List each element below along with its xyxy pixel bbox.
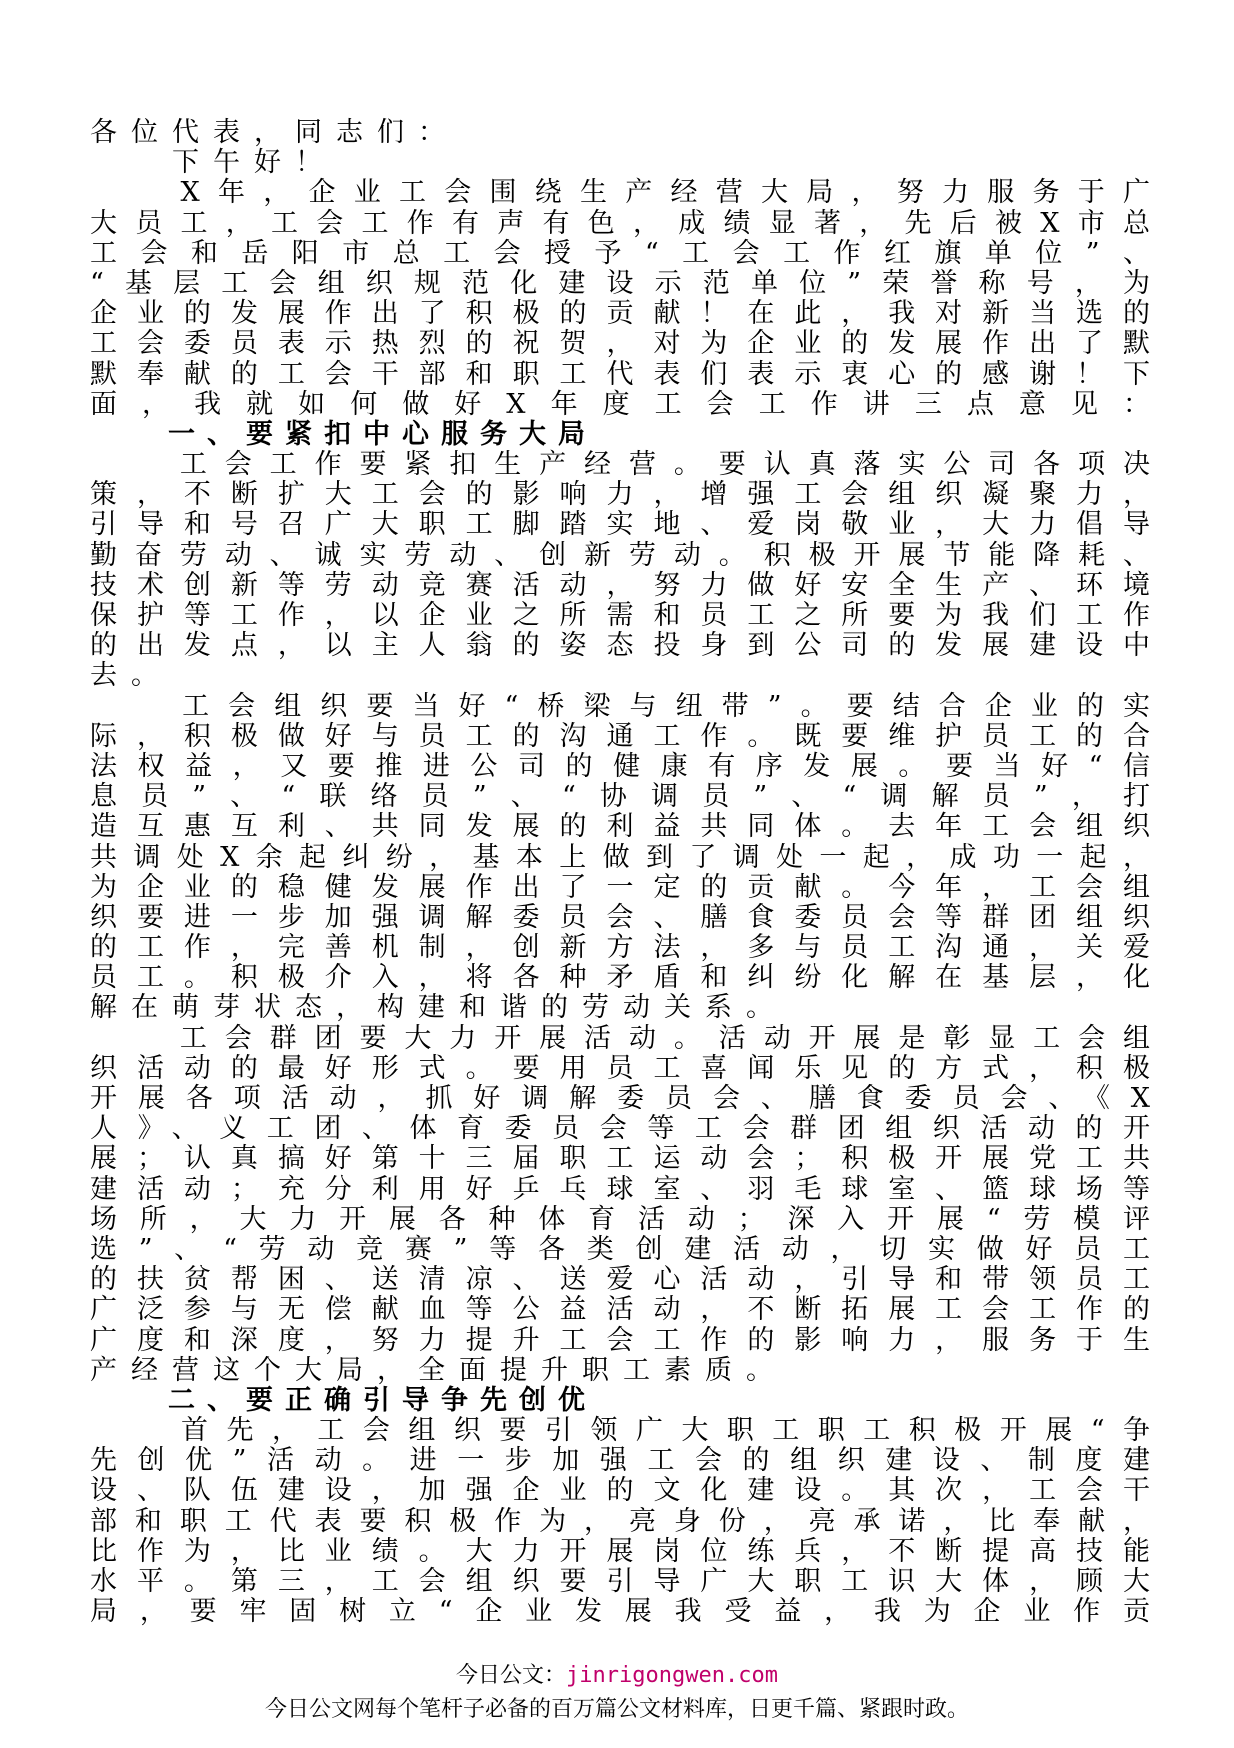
body-line: 水平。第三，工会组织要引导广大职工识大体，顾大 <box>90 1566 1150 1597</box>
body-line: 场所，大力开展各种体育活动；深入开展“劳模评 <box>90 1203 1150 1235</box>
footer-prefix: 今日公文： <box>456 1663 567 1688</box>
body-line: 引导和号召广大职工脚踏实地、爱岗敬业，大力倡导 <box>90 509 1150 541</box>
body-line: 广度和深度，努力提升工会工作的影响力，服务于生 <box>90 1324 1150 1356</box>
body-line: 造互惠互利、共同发展的利益共同体。去年工会组织 <box>90 811 1150 843</box>
body-line: 建活动；充分利用好乒乓球室、羽毛球室、篮球场等 <box>90 1173 1150 1205</box>
body-line: 工会工作要紧扣生产经营。要认真落实公司各项决 <box>90 449 1150 481</box>
body-line: 局，要牢固树立“企业发展我受益，我为企业作贡 <box>90 1596 1150 1628</box>
body-line: 织活动的最好形式。要用员工喜闻乐见的方式，积极 <box>90 1052 1150 1084</box>
document-body <box>90 118 1150 1627</box>
body-line: “基层工会组织规范化建设示范单位”荣誉称号，为 <box>90 267 1150 299</box>
body-line: 工会委员表示热烈的祝贺，对为企业的发展作出了默 <box>90 328 1150 360</box>
body-line: 开展各项活动，抓好调解委员会、膳食委员会、《X <box>90 1083 1150 1114</box>
body-line: 首先，工会组织要引领广大职工职工积极开展“争 <box>90 1415 1150 1447</box>
body-line: 设、队伍建设，加强企业的文化建设。其次，工会干 <box>90 1475 1150 1507</box>
body-line: 广泛参与无偿献血等公益活动，不断拓展工会工作的 <box>90 1294 1150 1326</box>
body-line: 先创优”活动。进一步加强工会的组织建设、制度建 <box>90 1445 1150 1477</box>
body-line: 勤奋劳动、诚实劳动、创新劳动。积极开展节能降耗、 <box>90 539 1150 571</box>
body-line: 企业的发展作出了积极的贡献！在此，我对新当选的 <box>90 298 1150 330</box>
body-line: 保护等工作，以企业之所需和员工之所要为我们工作 <box>90 600 1150 631</box>
body-line: 的扶贫帮困、送清凉、送爱心活动，引导和带领员工 <box>90 1264 1150 1296</box>
section-heading-2: 二、要正确引导争先创优 <box>90 1384 597 1416</box>
salutation: 各位代表，同志们： <box>90 117 459 148</box>
body-line: 选”、“劳动竞赛”等各类创建活动，切实做好员工 <box>90 1233 1150 1265</box>
body-line: 工会和岳阳市总工会授予“工会工作红旗单位”、 <box>90 237 1150 269</box>
footer-source <box>0 1658 1234 1689</box>
body-line: 的工作，完善机制，创新方法，多与员工沟通，关爱 <box>90 932 1150 964</box>
body-line: 部和职工代表要积极作为，亮身份，亮承诺，比奉献， <box>90 1505 1150 1537</box>
body-line: 际，积极做好与员工的沟通工作。既要维护员工的合 <box>90 720 1150 752</box>
footer-tagline: 今日公文网每个笔杆子必备的百万篇公文材料库，日更千篇、紧跟时政。 <box>264 1697 969 1722</box>
body-line: 织要进一步加强调解委员会、膳食委员会等群团组织 <box>90 901 1150 933</box>
greeting: 下午好！ <box>90 147 336 179</box>
body-line: 展；认真搞好第十三届职工运动会；积极开展党工共 <box>90 1143 1150 1175</box>
body-line: 解在萌芽状态，构建和谐的劳动关系。 <box>90 992 787 1024</box>
body-line: 默奉献的工会干部和职工代表们表示衷心的感谢！下 <box>90 358 1150 390</box>
body-line: 为企业的稳健发展作出了一定的贡献。今年，工会组 <box>90 871 1150 903</box>
body-line: 的出发点，以主人翁的姿态投身到公司的发展建设中 <box>90 630 1150 662</box>
body-line: 策，不断扩大工会的影响力，增强工会组织凝聚力， <box>90 479 1150 511</box>
body-line: 人》、义工团、体育委员会等工会群团组织活动的开 <box>90 1113 1150 1145</box>
body-line: 员工。积极介入，将各种矛盾和纠纷化解在基层，化 <box>90 962 1150 994</box>
body-line: 法权益，又要推进公司的健康有序发展。要当好“信 <box>90 750 1150 782</box>
footer-url-link[interactable]: jinrigongwen.com <box>566 1663 778 1688</box>
body-line: X年，企业工会围绕生产经营大局，努力服务于广 <box>90 177 1150 209</box>
body-line: 比作为，比业绩。大力开展岗位练兵，不断提高技能 <box>90 1535 1150 1567</box>
body-line: 大员工，工会工作有声有色，成绩显著，先后被X市总 <box>90 207 1150 239</box>
body-line: 息员”、“联络员”、“协调员”、“调解员”，打 <box>90 781 1150 813</box>
body-line: 技术创新等劳动竞赛活动，努力做好安全生产、环境 <box>90 569 1150 601</box>
body-line: 面，我就如何做好X年度工会工作讲三点意见： <box>90 388 1150 420</box>
section-heading-1: 一、要紧扣中心服务大局 <box>90 418 597 450</box>
body-line: 工会群团要大力开展活动。活动开展是彰显工会组 <box>90 1022 1150 1054</box>
body-line: 去。 <box>90 660 172 692</box>
body-line: 产经营这个大局，全面提升职工素质。 <box>90 1354 787 1386</box>
body-line: 工会组织要当好“桥梁与纽带”。要结合企业的实 <box>90 690 1150 722</box>
body-line: 共调处X余起纠纷，基本上做到了调处一起，成功一起， <box>90 841 1150 873</box>
